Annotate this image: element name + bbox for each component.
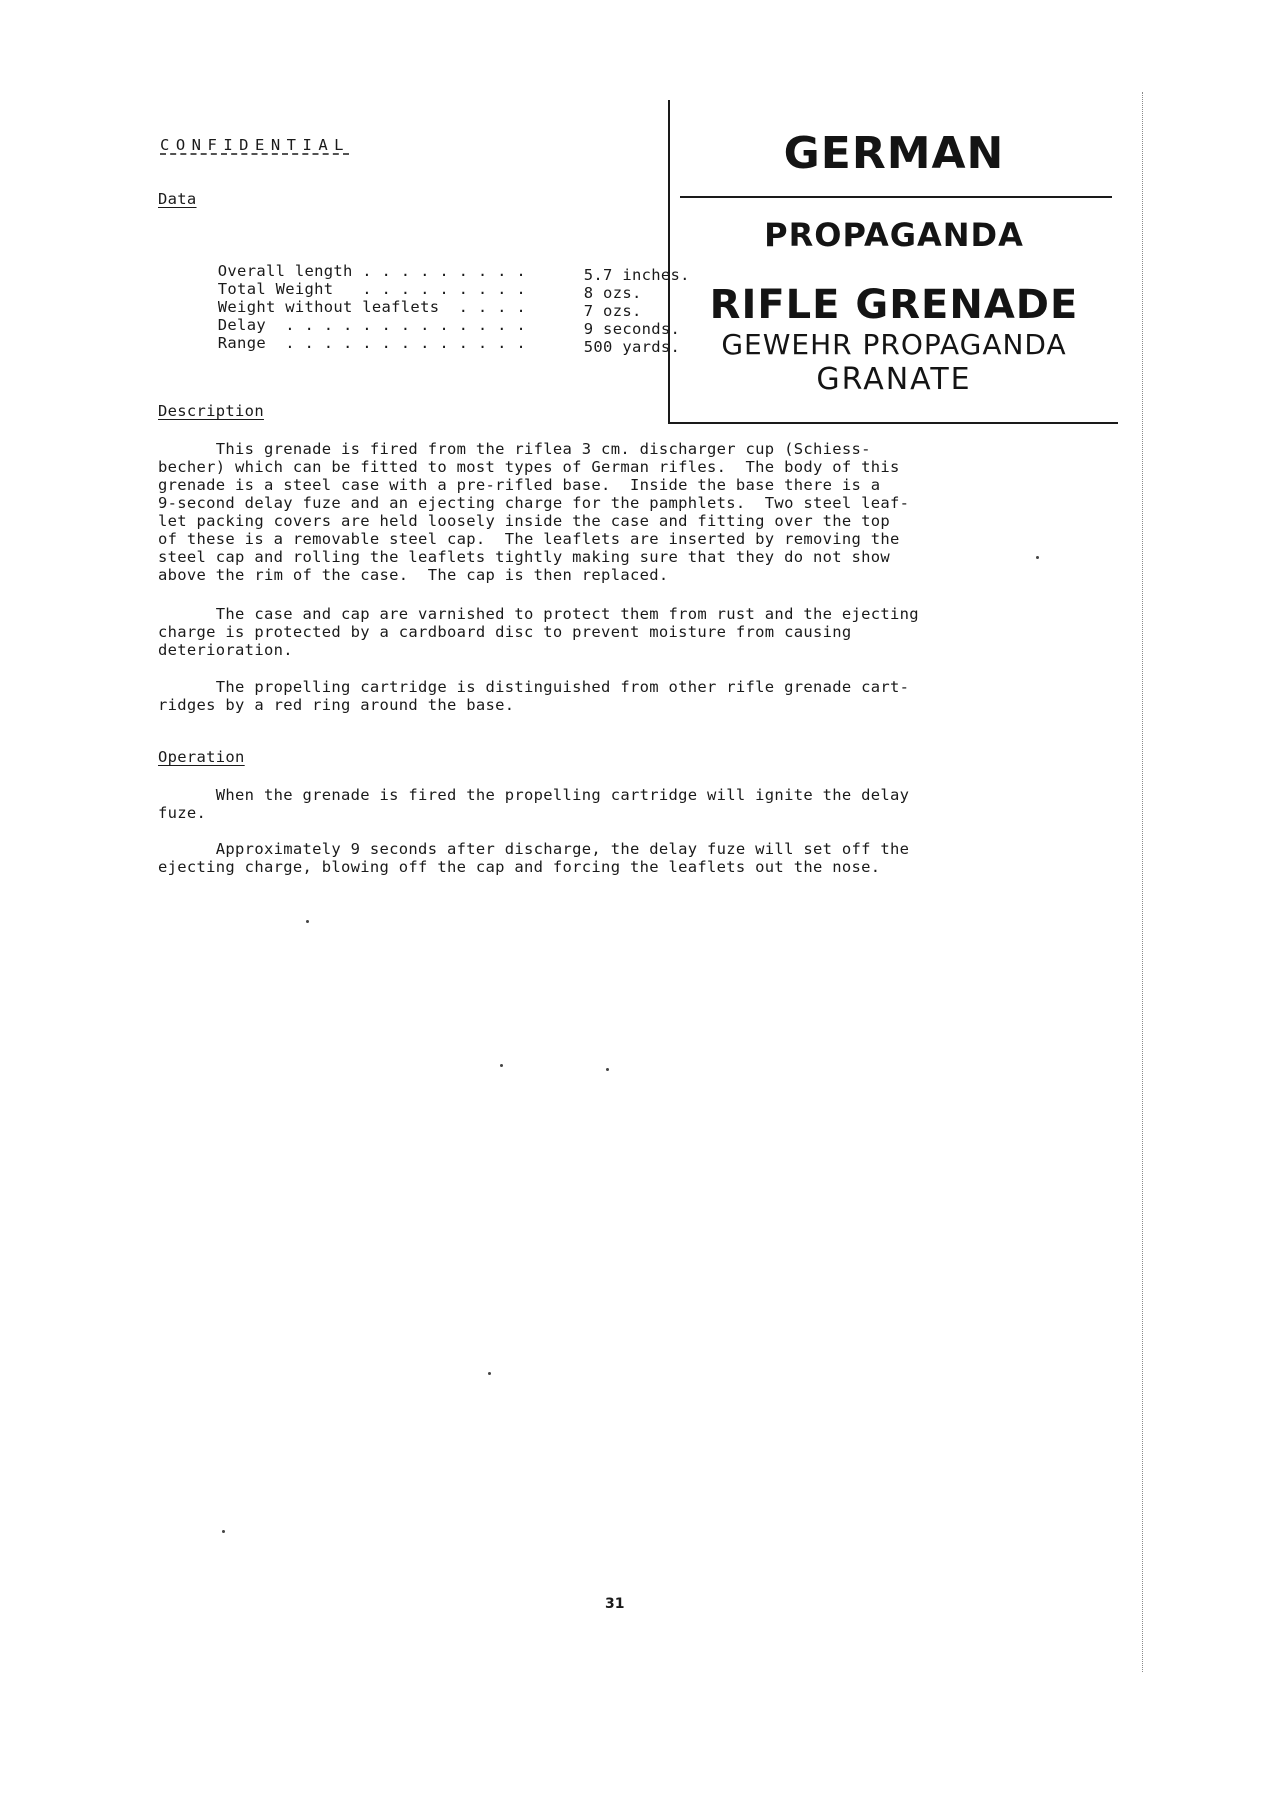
text-line: The propelling cartridge is distinguished from other rifle grenade cart- (158, 678, 910, 696)
scan-speck (222, 1530, 225, 1533)
title-granate: GRANATE (816, 362, 972, 397)
description-paragraph-2 (158, 605, 1058, 659)
data-value: 500 yards. (583, 338, 681, 356)
text-line: becher) which can be fitted to most types of German rifles. The body of this (158, 458, 900, 476)
text-line: 9-second delay fuze and an ejecting charge for the pamphlets. Two steel leaf- (158, 494, 910, 512)
description-paragraph-1 (158, 440, 1058, 584)
text-line: fuze. (158, 804, 207, 822)
title-german: GERMAN (783, 128, 1005, 179)
text-line: above the rim of the case. The cap is then replaced. (158, 566, 669, 584)
data-table (160, 244, 690, 356)
scan-speck (500, 1064, 503, 1067)
text-line: The case and cap are varnished to protect them from rust and the ejecting (158, 605, 919, 623)
scan-speck (1036, 556, 1039, 559)
operation-paragraph-2 (158, 840, 1058, 876)
data-label: Weight without leaflets . . . . (217, 298, 527, 316)
scan-margin-line (1142, 92, 1143, 1672)
scan-speck (306, 920, 309, 923)
data-row (160, 244, 690, 284)
text-line: ejecting charge, blowing off the cap and forcing the leaflets out the nose. (158, 858, 881, 876)
text-line: grenade is a steel case with a pre-rifled base. Inside the base there is a (158, 476, 881, 494)
text-line: charge is protected by a cardboard disc to prevent moisture from causing (158, 623, 852, 641)
title-propaganda: PROPAGANDA (764, 216, 1024, 254)
data-value: 7 ozs. (583, 302, 642, 320)
data-value: 8 ozs. (583, 284, 642, 302)
data-label: Range . . . . . . . . . . . . . (217, 334, 527, 352)
title-divider (680, 196, 1112, 198)
text-line: When the grenade is fired the propelling cartridge will ignite the delay (158, 786, 910, 804)
classification-marking: CONFIDENTIAL (160, 136, 350, 154)
title-gewehr-propaganda: GEWEHR PROPAGANDA (721, 328, 1067, 361)
text-line: deterioration. (158, 641, 293, 659)
data-value: 5.7 inches. (583, 266, 690, 284)
operation-heading: Operation (158, 748, 245, 766)
text-line: let packing covers are held loosely inside the case and fitting over the top (158, 512, 891, 530)
data-value: 9 seconds. (583, 320, 681, 338)
operation-paragraph-1 (158, 786, 1058, 822)
data-label: Delay . . . . . . . . . . . . . (217, 316, 527, 334)
description-paragraph-3 (158, 678, 1058, 714)
description-heading: Description (158, 402, 264, 420)
scan-speck (488, 1372, 491, 1375)
scan-speck (606, 1068, 609, 1071)
page-number: 31 (605, 1596, 625, 1612)
title-box (668, 100, 1118, 424)
title-rifle-grenade: RIFLE GRENADE (709, 282, 1079, 328)
data-heading: Data (158, 190, 197, 208)
text-line: ridges by a red ring around the base. (158, 696, 515, 714)
text-line: of these is a removable steel cap. The leaflets are inserted by removing the (158, 530, 900, 548)
data-label: Total Weight . . . . . . . . . (217, 280, 527, 298)
data-label: Overall length . . . . . . . . . (217, 262, 527, 280)
text-line: This grenade is fired from the riflea 3 cm. discharger cup (Schiess- (158, 440, 871, 458)
text-line: Approximately 9 seconds after discharge, the delay fuze will set off the (158, 840, 910, 858)
text-line: steel cap and rolling the leaflets tightly making sure that they do not show (158, 548, 891, 566)
